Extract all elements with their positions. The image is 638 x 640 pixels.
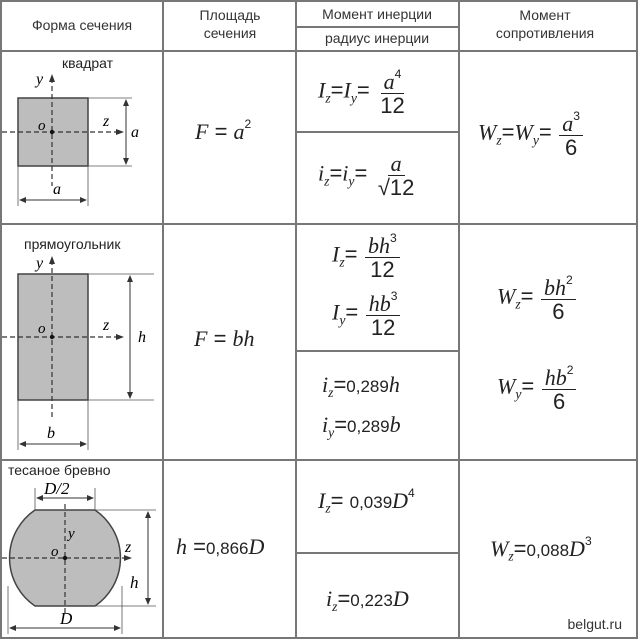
axis-z-label: z xyxy=(103,113,110,130)
grid-line xyxy=(295,131,458,133)
grid-line xyxy=(295,0,297,638)
dim-width-label: b xyxy=(47,425,55,442)
grid-line xyxy=(636,0,638,638)
modulus-formula-square: $W_z=W_y=$ $\frac{a^3}{6}$ xyxy=(478,110,585,159)
area-formula-square: $F = a^2$ xyxy=(195,117,252,144)
modulus-z-formula-rectangle: $W_z=$ $\frac{bh^2}{6}$ xyxy=(497,274,578,323)
axis-z-label: z xyxy=(103,317,110,334)
header-radius: радиус инерции xyxy=(324,30,430,46)
grid-line xyxy=(0,459,638,461)
shape-name-square: квадрат xyxy=(62,55,114,71)
watermark: belgut.ru xyxy=(560,614,630,634)
origin-label: o xyxy=(51,544,59,560)
radius-formula-hewn-log: $i_z=0,223D$ xyxy=(326,586,409,614)
header-shape: Форма сечения xyxy=(31,17,133,33)
dim-width-label: D xyxy=(60,609,73,628)
header-modulus: Момент сопротивления xyxy=(495,7,595,41)
rectangle-diagram xyxy=(0,250,162,456)
grid-line xyxy=(0,223,638,225)
modulus-y-formula-rectangle: $W_y=$ $\frac{hb^2}{6}$ xyxy=(497,364,578,413)
radius-y-formula-rectangle: $i_y=0,289b$ xyxy=(322,412,401,440)
modulus-formula-hewn-log: $W_z=0,088D^3$ xyxy=(490,534,592,564)
area-formula-rectangle: F = bh xyxy=(194,326,255,351)
grid-line xyxy=(295,552,458,554)
origin-label: o xyxy=(38,321,46,337)
grid-line xyxy=(295,350,458,352)
grid-line xyxy=(458,0,460,638)
radius-formula-square: $i_z=i_y=$ $\frac{a}{√12}$ xyxy=(318,151,415,201)
inertia-formula-hewn-log: $I_z= 0,039D^4$ xyxy=(318,486,415,516)
square-diagram xyxy=(0,68,162,218)
dim-height-label: a xyxy=(131,124,139,141)
dim-width-label: a xyxy=(53,181,61,198)
header-inertia: Момент инерции xyxy=(322,6,432,22)
inertia-y-formula-rectangle: $I_y=$ $\frac{hb^3}{12}$ xyxy=(332,290,402,339)
shape-name-rectangle: прямоугольник xyxy=(24,236,121,252)
axis-z-label: z xyxy=(125,539,132,556)
shape-name-hewn-log: тесаное бревно xyxy=(8,462,111,478)
dim-top-label: D/2 xyxy=(44,479,70,498)
grid-line xyxy=(0,0,638,2)
grid-line xyxy=(295,26,458,28)
axis-y-label: y xyxy=(36,255,44,272)
grid-line xyxy=(0,637,638,639)
hewn-log-diagram xyxy=(0,476,162,636)
dim-height-label: h xyxy=(138,329,146,346)
grid-line xyxy=(162,0,164,638)
header-area: Площадь сечения xyxy=(199,7,261,41)
axis-y-label: y xyxy=(36,71,44,88)
inertia-z-formula-rectangle: $I_z=$ $\frac{bh^3}{12}$ xyxy=(332,232,402,281)
grid-line xyxy=(0,50,638,52)
dim-height-label: h xyxy=(130,573,139,592)
inertia-formula-square: $I_z=I_y=$ $\frac{a^4}{12}$ xyxy=(318,67,405,118)
radius-z-formula-rectangle: $i_z=0,289h$ xyxy=(322,372,400,400)
axis-y-label: y xyxy=(68,526,75,542)
area-formula-hewn-log: h =0,866D xyxy=(176,534,265,559)
origin-label: o xyxy=(38,118,46,134)
